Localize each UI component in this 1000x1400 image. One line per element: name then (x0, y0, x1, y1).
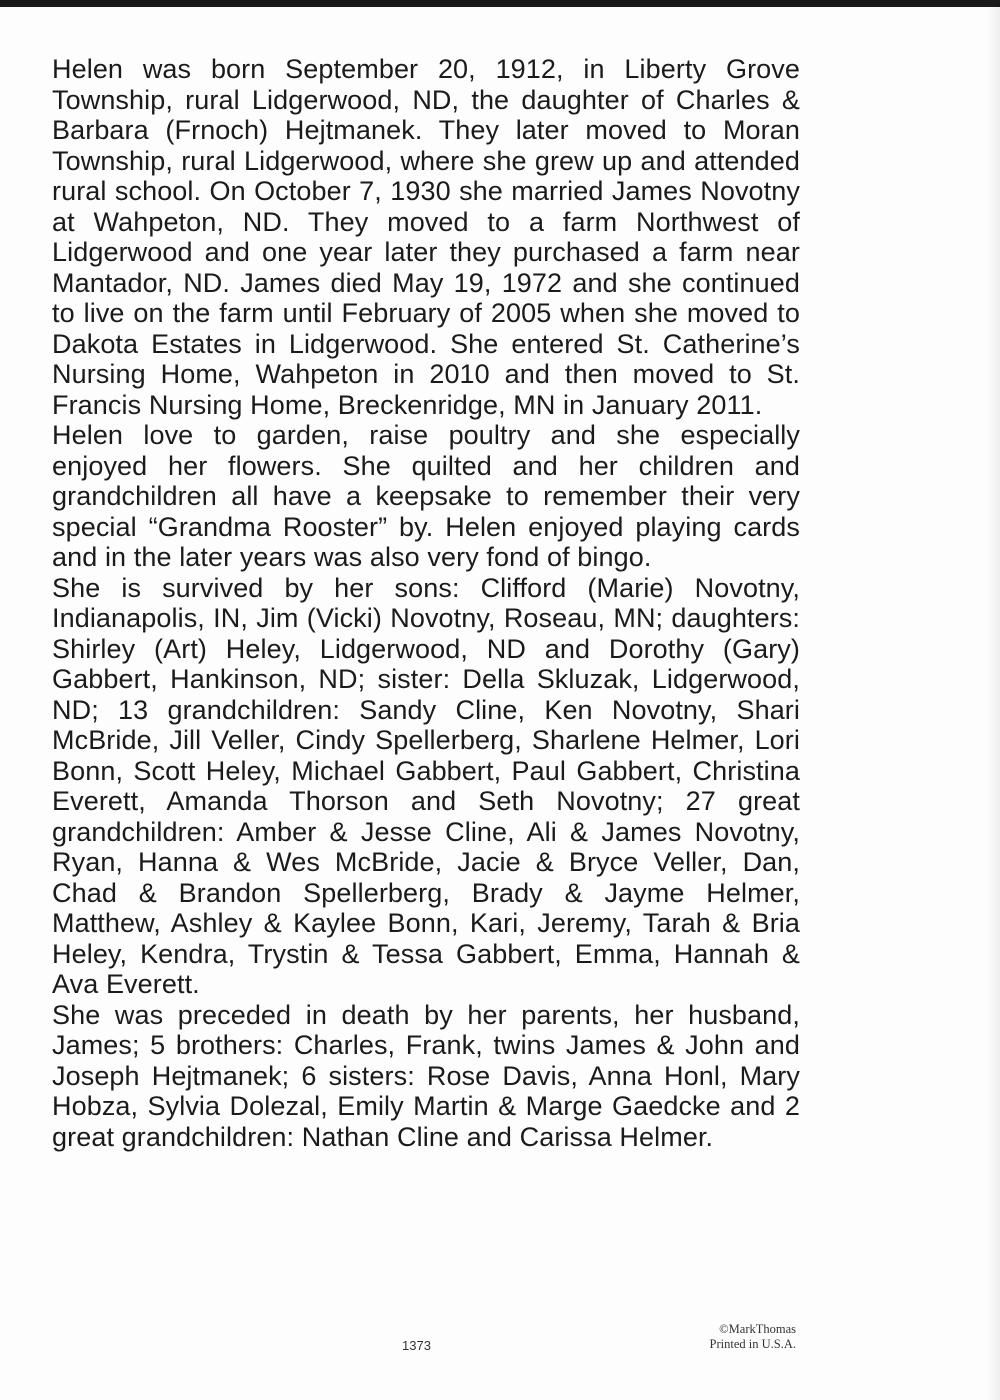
page-number: 1373 (402, 1338, 431, 1353)
copyright-line: ©MarkThomas (719, 1322, 796, 1336)
paragraph-survivors: She is survived by her sons: Clifford (Marie) Novotny, Indianapolis, IN, Jim (Vicki) Novotny, Roseau, MN; daughters: Shirley (Art) Heley, Lidgerwood, ND and Dorothy (Gary) Gabbert, Hankinson, ND; sister: Della Skluzak, Lidgerwood, ND; 13 grandchildren: Sandy Cline, Ken Novotny, Shari McBride, Jill Veller, Cindy Spellerberg, Sharlene Helmer, Lori Bonn, Scott Heley, Michael Gabbert, Paul Gabbert, Christina Everett, Amanda Thorson and Seth Novotny; 27 great grandchildren: Amber & Jesse Cline, Ali & James Novotny, Ryan, Hanna & Wes McBride, Jacie & Bryce Veller, Dan, Chad & Brandon Spellerberg, Brady & Jayme Helmer, Matthew, Ashley & Kaylee Bonn, Kari, Jeremy, Tarah & Bria Heley, Kendra, Trystin & Tessa Gabbert, Emma, Hannah & Ava Everett. (52, 572, 800, 999)
paragraph-hobbies: Helen love to garden, raise poultry and she especially enjoyed her flowers. She quilted and her children and grandchildren all have a keepsake to remember their very special “Grandma Rooster” by. Helen enjoyed playing cards and in the later years was also very fond of bingo. (52, 420, 800, 572)
scan-right-shadow (986, 0, 1000, 1400)
paragraph-preceded-in-death: She was preceded in death by her parents, her husband, James; 5 brothers: Charles, Frank, twins James & John and Joseph Hejtmanek; 6 sisters: Rose Davis, Anna Honl, Mary Hobza, Sylvia Dolezal, Emily Martin & Marge Gaedcke and 2 great grandchildren: Nathan Cline and Carissa Helmer. (52, 999, 800, 1152)
paragraph-biography: Helen was born September 20, 1912, in Liberty Grove Township, rural Lidgerwood, ND, the daughter of Charles & Barbara (Frnoch) Hejtmanek. They later moved to Moran Township, rural Lidgerwood, where she grew up and attended rural school. On October 7, 1930 she married James Novotny at Wahpeton, ND. They moved to a farm Northwest of Lidgerwood and one year later they purchased a farm near Mantador, ND. James died May 19, 1972 and she continued to live on the farm until February of 2005 when she moved to Dakota Estates in Lidgerwood. She entered St. Catherine’s Nursing Home, Wahpeton in 2010 and then moved to St. Francis Nursing Home, Breckenridge, MN in January 2011. (52, 54, 800, 420)
printed-line: Printed in U.S.A. (709, 1337, 796, 1351)
scan-top-edge (0, 0, 1000, 7)
obituary-text (52, 54, 800, 1152)
publisher-imprint (660, 1322, 796, 1352)
